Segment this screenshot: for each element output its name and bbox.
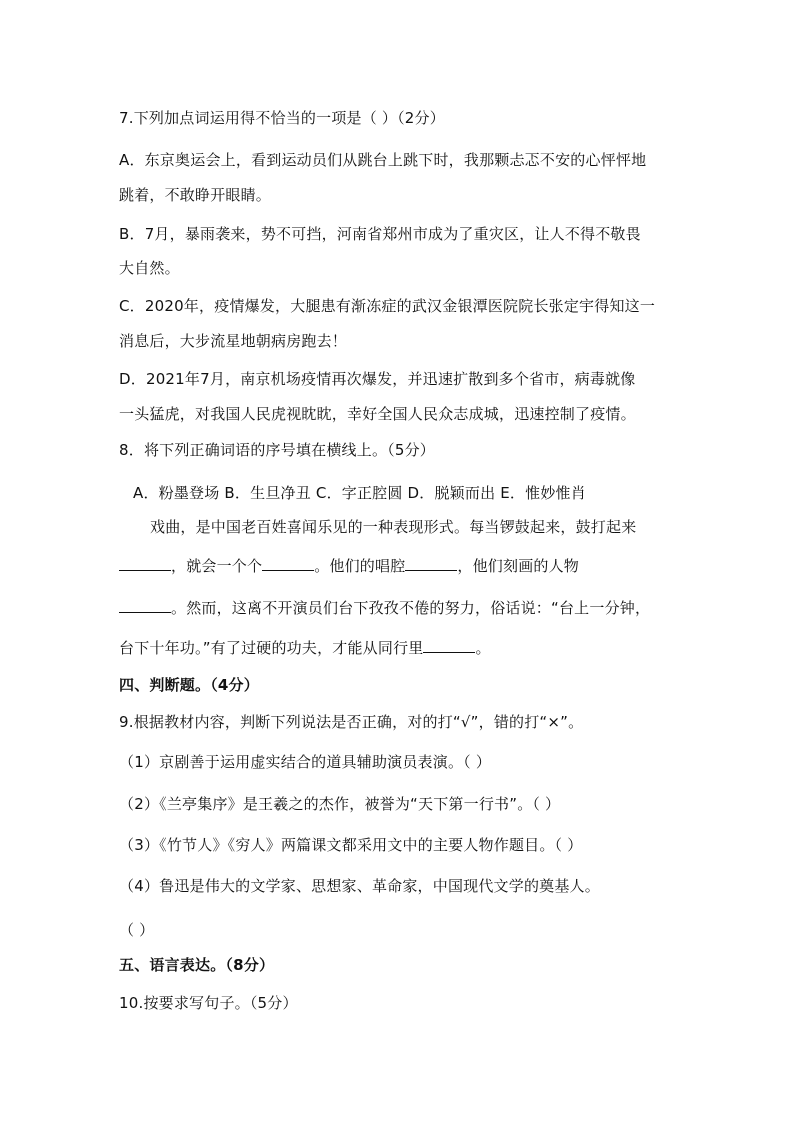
q8-passage-line1: 戏曲，是中国老百姓喜闻乐见的一种表现形式。每当锣鼓起来，鼓打起来 <box>150 518 637 536</box>
q7-option-c-line2: 消息后，大步流星地朝病房跑去！ <box>119 332 348 350</box>
q8-blank-2[interactable] <box>262 556 314 571</box>
q7-option-d-line1: D．2021年7月，南京机场疫情再次爆发，并迅速扩散到多个省市，病毒就像 <box>119 370 636 388</box>
q8-passage-text: 台下十年功。”有了过硬的功夫，才能从同行里 <box>119 639 424 657</box>
q8-passage-text: 。 <box>475 639 491 657</box>
q7-option-b-line2: 大自然。 <box>119 259 180 277</box>
q8-passage-text: 。然而，这离不开演员们台下孜孜不倦的努力，俗话说：“台上一分钟， <box>171 599 651 617</box>
q8-stem: 8．将下列正确词语的序号填在横线上。（5分） <box>119 441 435 459</box>
section-5-title: 五、语言表达。（8分） <box>119 956 275 974</box>
q8-blank-4[interactable] <box>119 598 171 613</box>
q9-item-4: （4）鲁迅是伟大的文学家、思想家、革命家，中国现代文学的奠基人。 <box>119 877 600 895</box>
q8-blank-5[interactable] <box>423 638 475 653</box>
q7-option-a-line1: A．东京奥运会上，看到运动员们从跳台上跳下时，我那颗忐忑不安的心怦怦地 <box>119 151 647 169</box>
q8-passage-line3 <box>119 598 650 618</box>
q10-stem: 10.按要求写句子。（5分） <box>119 994 298 1012</box>
q8-blank-1[interactable] <box>119 556 171 571</box>
q7-option-b-line1: B．7月，暴雨袭来，势不可挡，河南省郑州市成为了重灾区，让人不得不敬畏 <box>119 225 641 243</box>
q9-item-3: （3）《竹节人》《穷人》两篇课文都采用文中的主要人物作题目。（ ） <box>119 836 583 854</box>
q7-option-c-line1: C．2020年，疫情爆发，大腿患有渐冻症的武汉金银潭医院院长张定宇得知这一 <box>119 297 656 315</box>
q8-passage-text: ，他们刻画的人物 <box>457 557 580 575</box>
section-4-title: 四、判断题。（4分） <box>119 676 259 694</box>
q7-option-a-line2: 跳着，不敢睁开眼睛。 <box>119 186 272 204</box>
q8-blank-3[interactable] <box>405 556 457 571</box>
q8-passage-line4 <box>119 638 491 658</box>
q8-passage-text: 。他们的唱腔 <box>314 557 406 575</box>
q9-item-2: （2）《兰亭集序》是王羲之的杰作，被誉为“天下第一行书”。（ ） <box>119 795 561 813</box>
q9-item-1: （1）京剧善于运用虚实结合的道具辅助演员表演。（ ） <box>119 753 492 771</box>
q7-option-d-line2: 一头猛虎，对我国人民虎视眈眈，幸好全国人民众志成城，迅速控制了疫情。 <box>119 405 636 423</box>
q7-stem: 7.下列加点词运用得不恰当的一项是（ ）（2分） <box>119 109 445 127</box>
q9-stem: 9.根据教材内容，判断下列说法是否正确，对的打“√”，错的打“×”。 <box>119 713 584 731</box>
q8-word-options: A．粉墨登场 B．生旦净丑 C．字正腔圆 D．脱颖而出 E．惟妙惟肖 <box>133 484 586 502</box>
q8-passage-line2 <box>119 556 579 576</box>
q8-passage-text: ，就会一个个 <box>171 557 263 575</box>
q9-item-4-answer: （ ） <box>119 921 155 939</box>
